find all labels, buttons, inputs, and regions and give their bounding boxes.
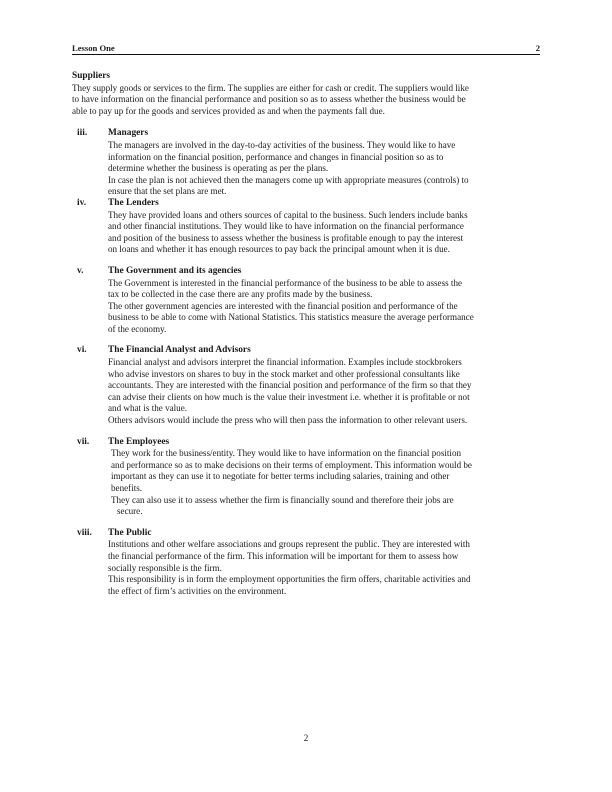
text-line: and position of the business to assess whether the business is profitable enough to pay the interest: [108, 232, 464, 243]
text-line: Institutions and other welfare associations and groups represent the public. They are interested with: [108, 539, 470, 550]
section-title: The Government and its agencies: [108, 265, 242, 276]
section-financial-analyst: [72, 345, 542, 426]
text-line: the effect of firm’s activities on the environment.: [108, 585, 287, 596]
text-line: tax to be collected in the case there are any profits made by the business.: [108, 289, 373, 300]
text-line: The managers are involved in the day-to-day activities of the business. They would like to have: [108, 139, 456, 150]
section-managers: [72, 128, 542, 198]
list-numeral: v.: [77, 265, 84, 276]
text-line: ensure that the set plans are met.: [108, 186, 227, 197]
text-line: In case the plan is not achieved then the managers come up with appropriate measures (controls) to: [108, 174, 469, 185]
text-line: important as they can use it to negotiate for better terms including salaries, training and other: [111, 471, 450, 482]
text-line: and performance so as to make decisions on their terms of employment. This information would be: [111, 459, 472, 470]
list-numeral: iii.: [77, 128, 88, 139]
text-line: This responsibility is in form the employment opportunities the firm offers, charitable activities and: [108, 574, 471, 585]
list-numeral: vi.: [77, 345, 87, 356]
text-line: accountants. They are interested with the financial position and performance of the firm so that they: [108, 380, 472, 391]
text-line: can advise their clients on how much is the value their investment i.e. whether it is profitable or not: [108, 391, 470, 402]
text-line: determine whether the business is operating as per the plans.: [108, 163, 329, 174]
page-number-footer: 2: [303, 733, 309, 743]
text-line: to have information on the financial performance and position so as to assess whether the business would be: [72, 94, 466, 105]
section-employees: [72, 437, 542, 518]
document-body: [72, 71, 542, 597]
section-title: Managers: [108, 128, 149, 139]
text-line: The Government is interested in the financial performance of the business to be able to assess the: [108, 277, 463, 288]
text-line: They have provided loans and others sources of capital to the business. Such lenders include banks: [108, 209, 468, 220]
text-line: Others advisors would include the press who will then pass the information to other relevant users.: [108, 415, 468, 426]
section-title: Suppliers: [72, 71, 111, 81]
section-government: [72, 266, 542, 336]
text-line: Financial analyst and advisors interpret the financial information. Examples include stockbrokers: [108, 357, 462, 368]
text-line: the financial performance of the firm. This information will be important for them to assess how: [108, 550, 459, 561]
section-lenders: [72, 198, 542, 256]
text-line: The other government agencies are interested with the financial position and performance of the: [108, 300, 458, 311]
text-line: They work for the business/entity. They would like to have information on the financial position: [111, 448, 462, 459]
running-header: [72, 42, 540, 55]
text-line: business to be able to come with National Statistics. This statistics measure the average performance: [108, 312, 474, 323]
text-line: and what is the value.: [108, 403, 188, 414]
text-line: benefits.: [111, 483, 143, 493]
text-line: on loans and whether it has enough resources to pay back the principal amount when it is due.: [108, 244, 450, 255]
text-line: They can also use it to assess whether the firm is financially sound and therefore their jobs are: [111, 494, 454, 505]
text-line: They supply goods or services to the firm. The supplies are either for cash or credit. The suppliers would like: [72, 82, 469, 93]
text-line: who advise investors on shares to buy in the stock market and other professional consultants like: [108, 368, 460, 379]
list-numeral: viii.: [77, 527, 92, 538]
text-line: socially responsible is the firm.: [108, 562, 222, 573]
text-line: able to pay up for the goods and services provided as and when the payments fall due.: [72, 105, 385, 116]
section-title: The Lenders: [108, 197, 159, 208]
section-public: [72, 528, 542, 598]
list-numeral: iv.: [77, 197, 87, 208]
section-title: The Public: [108, 527, 152, 538]
header-title: Lesson One: [72, 43, 115, 53]
text-line: and other financial institutions. They would like to have information on the financial performance: [108, 221, 464, 232]
text-line: of the economy.: [108, 323, 167, 334]
header-page-number: 2: [535, 43, 540, 53]
section-title: The Employees: [108, 436, 170, 447]
text-line: information on the financial position, performance and changes in financial position so as to: [108, 151, 444, 162]
text-line: secure.: [117, 506, 143, 517]
section-suppliers: [72, 71, 542, 117]
section-title: The Financial Analyst and Advisors: [108, 345, 251, 356]
list-numeral: vii.: [77, 436, 90, 447]
